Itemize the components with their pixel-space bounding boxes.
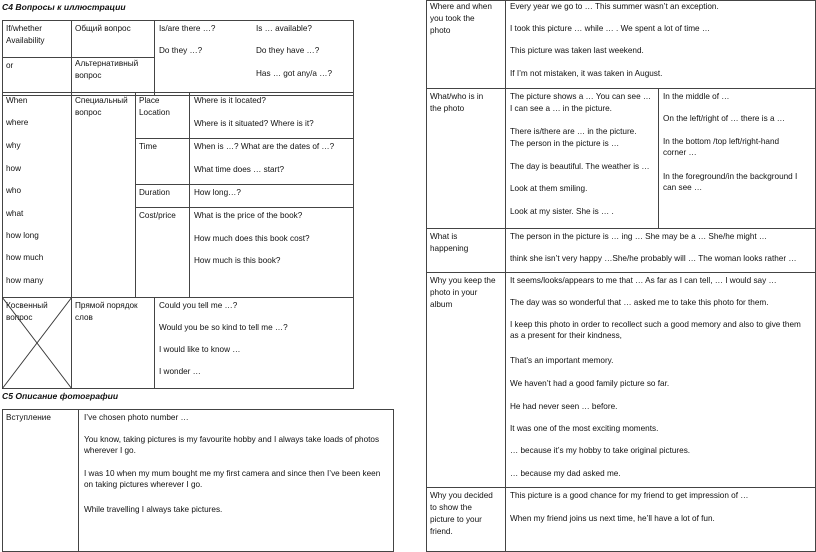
indirect-item: Could you tell me …? xyxy=(159,301,238,310)
duration-items-cell xyxy=(189,184,354,208)
indirect-item: Would you be so kind to tell me …? xyxy=(159,323,288,332)
what-who-label-cell xyxy=(426,88,506,229)
position-phrase: In the middle of … xyxy=(663,92,730,101)
where-when-label: you took the xyxy=(430,14,475,23)
question-word: how much xyxy=(6,253,44,262)
why-show-label-cell xyxy=(426,487,506,552)
intro-label-cell xyxy=(2,409,79,552)
c4-indirect-type-cell xyxy=(71,297,155,389)
place-label-cell xyxy=(135,92,190,139)
cost-item: How much is this book? xyxy=(194,256,281,265)
indirect-item: I wonder … xyxy=(159,367,201,376)
what-who-label: the photo xyxy=(430,104,465,113)
why-show-item: When my friend joins us next time, he’ll have a lot of fun. xyxy=(510,514,715,523)
what-who-side-cell xyxy=(658,88,816,229)
question-word: When xyxy=(6,96,28,105)
intro-item: I was 10 when my mum bought me my first camera and since then I’ve been keen on taking pictures wherever I go. xyxy=(84,469,381,489)
intro-label: Вступление xyxy=(6,413,51,422)
why-show-label: to show the xyxy=(430,503,472,512)
what-who-item: Look at them smiling. xyxy=(510,184,588,193)
why-show-label: picture to your xyxy=(430,515,482,524)
cross-out-mark xyxy=(2,297,72,389)
why-keep-label: photo in your xyxy=(430,288,478,297)
place-items-cell xyxy=(189,92,354,139)
c4-pattern-b: Is … available? xyxy=(256,24,312,33)
duration-label: Duration xyxy=(139,188,170,197)
duration-item: How long…? xyxy=(194,188,241,197)
where-when-items-cell xyxy=(505,0,816,89)
why-show-label: friend. xyxy=(430,527,453,536)
intro-items-cell xyxy=(78,409,394,552)
c4-question-words-cell xyxy=(2,92,72,298)
where-when-item: Every year we go to … This summer wasn’t an exception. xyxy=(510,2,719,11)
what-who-item: The day is beautiful. The weather is … xyxy=(510,162,650,171)
why-keep-item: The day was so wonderful that … asked me to take this photo for them. xyxy=(510,298,769,307)
question-word: why xyxy=(6,141,21,150)
c4-indirect-left-label: Косвенный xyxy=(6,301,48,310)
c4-indirect-type-label: слов xyxy=(75,313,93,322)
why-keep-item: It seems/looks/appears to me that … As far as I can tell, … I would say … xyxy=(510,276,777,285)
c4-pattern-b: Do they have …? xyxy=(256,46,320,55)
intro-item: You know, taking pictures is my favourite hobby and I always take loads of photos wherever I go. xyxy=(84,435,380,455)
happening-label: happening xyxy=(430,244,469,253)
question-word: who xyxy=(6,186,22,195)
c4-pattern-a: Do they …? xyxy=(159,46,203,55)
question-word: how many xyxy=(6,276,44,285)
why-keep-item: We haven’t had a good family picture so far. xyxy=(510,379,670,388)
why-keep-item: … because my dad asked me. xyxy=(510,469,621,478)
time-item: When is …? What are the dates of …? xyxy=(194,142,335,151)
what-who-item: The person in the picture is … xyxy=(510,139,620,148)
why-keep-item: … because it’s my hobby to take original pictures. xyxy=(510,446,691,455)
time-label-cell xyxy=(135,138,190,185)
what-who-mid-cell xyxy=(505,88,659,229)
cost-item: What is the price of the book? xyxy=(194,211,303,220)
question-word: where xyxy=(6,118,29,127)
intro-item: I’ve chosen photo number … xyxy=(84,413,189,422)
place-label: Location xyxy=(139,108,170,117)
question-word: how long xyxy=(6,231,39,240)
c4-alt-left-label: or xyxy=(6,61,14,70)
why-keep-label-cell xyxy=(426,272,506,488)
time-label: Time xyxy=(139,142,157,151)
c4-pattern-b: Has … got any/a …? xyxy=(256,69,332,78)
intro-item: While travelling I always take pictures. xyxy=(84,505,223,514)
c4-alt-type-label: вопрос xyxy=(75,71,102,80)
why-keep-items-cell xyxy=(505,272,816,488)
c4-general-left-cell xyxy=(2,20,72,58)
place-item: Where is it situated? Where is it? xyxy=(194,119,314,128)
position-phrase: In the foreground/in the background I can see … xyxy=(663,172,798,192)
where-when-label: photo xyxy=(430,26,451,35)
c4-alt-left-cell xyxy=(2,57,72,96)
what-who-item: There is/there are … in the picture. xyxy=(510,127,637,136)
where-when-item: I took this picture … while … . We spent a lot of time … xyxy=(510,24,711,33)
cost-label: Cost/price xyxy=(139,211,176,220)
why-keep-item: He had never seen … before. xyxy=(510,402,618,411)
why-keep-label: album xyxy=(430,300,453,309)
what-who-label: What/who is in xyxy=(430,92,484,101)
why-show-items-cell xyxy=(505,487,816,552)
cost-item: How much does this book cost? xyxy=(194,234,310,243)
c4-general-patterns-cell xyxy=(154,20,354,96)
happening-label-cell xyxy=(426,228,506,273)
c4-general-left-line: Availability xyxy=(6,36,45,45)
c4-special-type-label: Специальный xyxy=(75,96,128,105)
where-when-item: If I’m not mistaken, it was taken in August. xyxy=(510,69,663,78)
time-items-cell xyxy=(189,138,354,185)
position-phrase: In the bottom /top left/right-hand corner … xyxy=(663,137,780,157)
why-show-label: Why you decided xyxy=(430,491,493,500)
where-when-label-cell xyxy=(426,0,506,89)
happening-items-cell xyxy=(505,228,816,273)
c4-alt-type-label: Альтернативный xyxy=(75,59,139,68)
happening-label: What is xyxy=(430,232,458,241)
where-when-label: Where and when xyxy=(430,2,492,11)
c4-special-type-cell xyxy=(71,92,136,298)
why-keep-item: That’s an important memory. xyxy=(510,356,614,365)
position-phrase: On the left/right of … there is a … xyxy=(663,114,785,123)
why-keep-item: I keep this photo in order to recollect such a good memory and also to give them as a present for their kindness, xyxy=(510,320,801,340)
c4-indirect-type-label: Прямой порядок xyxy=(75,301,138,310)
place-label: Place xyxy=(139,96,160,105)
what-who-item: The picture shows a … You can see … xyxy=(510,92,652,101)
question-word: what xyxy=(6,209,24,218)
why-keep-label: Why you keep the xyxy=(430,276,496,285)
c4-pattern-a: Is/are there …? xyxy=(159,24,216,33)
question-word: how xyxy=(6,164,22,173)
cost-items-cell xyxy=(189,207,354,298)
c4-indirect-left-label: вопрос xyxy=(6,313,33,322)
why-keep-item: It was one of the most exciting moments. xyxy=(510,424,659,433)
c4-special-type-label: вопрос xyxy=(75,108,102,117)
c4-alt-type-cell xyxy=(71,57,155,96)
c4-general-type-label: Общий вопрос xyxy=(75,24,131,33)
c4-indirect-items-cell xyxy=(154,297,354,389)
c4-heading: C4 Вопросы к иллюстрации xyxy=(2,2,126,12)
happening-item: The person in the picture is … ing … She may be a … She/he might … xyxy=(510,232,768,241)
what-who-item: Look at my sister. She is … . xyxy=(510,207,614,216)
happening-item: think she isn’t very happy …She/he probably will … The woman looks rather … xyxy=(510,254,797,263)
place-item: Where is it located? xyxy=(194,96,266,105)
indirect-item: I would like to know … xyxy=(159,345,241,354)
c4-general-left-line: If/whether xyxy=(6,24,42,33)
why-show-item: This picture is a good chance for my friend to get impression of … xyxy=(510,491,749,500)
duration-label-cell xyxy=(135,184,190,208)
cost-label-cell xyxy=(135,207,190,298)
c4-general-type-cell xyxy=(71,20,155,58)
what-who-item: I can see a … in the picture. xyxy=(510,104,612,113)
time-item: What time does … start? xyxy=(194,165,285,174)
where-when-item: This picture was taken last weekend. xyxy=(510,46,644,55)
c5-heading: C5 Описание фотографии xyxy=(2,391,119,401)
